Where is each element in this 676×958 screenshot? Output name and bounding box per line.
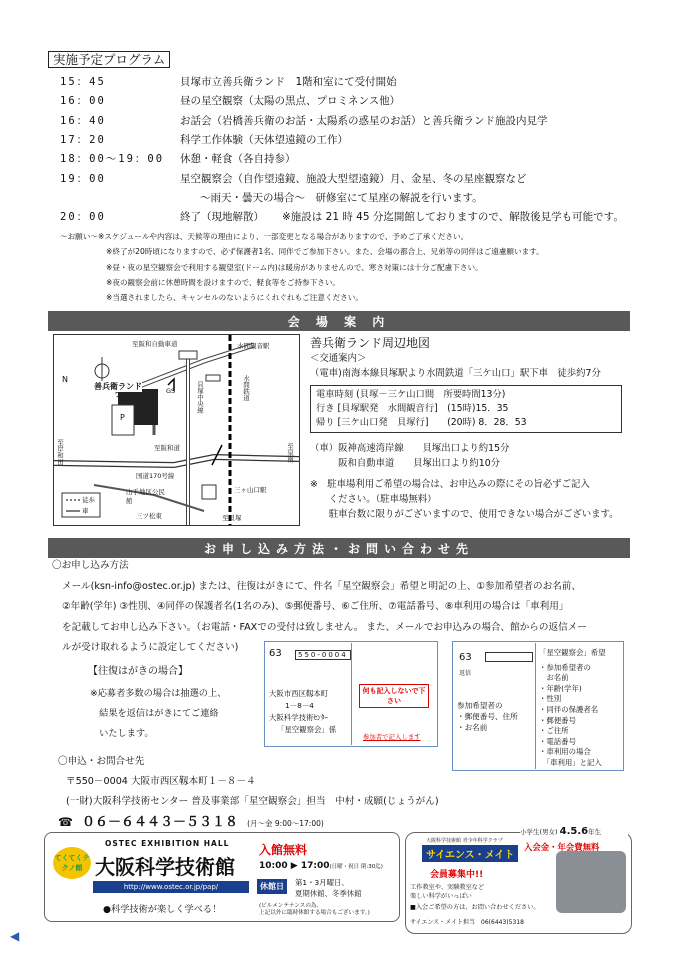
map-label: 三ヶ山口駅	[234, 486, 267, 494]
postcard-note: ※応募者多数の場合は抽選の上、	[90, 688, 227, 699]
apply-line: を記載してお申し込み下さい。（お電話・FAXでの受付は致しません。 また、メールでお申込みの場合、館からの返信メー	[62, 621, 587, 633]
program-schedule	[60, 72, 660, 226]
contact-head: 〇申込・お問合せ先	[58, 756, 145, 767]
postcard-outgoing	[264, 641, 438, 747]
parking-note: ※ 駐車場利用ご希望の場合は、お申込みの際にその旨必ずご記入	[310, 479, 590, 490]
apply-section-bar: お申し込み方法・お問い合わせ先	[48, 538, 630, 558]
train-access: （電車)南海本線貝塚駅より水間鉄道「三ケ山口」駅下車 徒歩約7分	[310, 368, 601, 379]
apply-head: 〇お申し込み方法	[52, 560, 129, 571]
map-label: GS	[166, 387, 176, 395]
parking-note: 駐車台数に限りがございますので、使用できない場合がございます。	[310, 509, 619, 520]
program-row: 18：00～19：00 休憩・軽食（各自持参）	[60, 153, 296, 166]
map-label: 至泉南	[286, 443, 294, 463]
postcard-stamp: 63	[269, 648, 282, 659]
map-label: 至岸和田	[56, 439, 64, 465]
program-title: 実施予定プログラム	[48, 51, 170, 68]
timetable-line: 行き [貝塚駅発 水間観音行] (15時)15．35	[316, 403, 509, 414]
map-label: 至阪和自動車道	[132, 340, 178, 348]
map-label: 水間観音駅	[237, 342, 270, 350]
contact-address: 〒550－0004 大阪市西区靱本町１－８－４	[66, 776, 256, 787]
postcard-red-note: 参加者で記入します	[363, 733, 421, 741]
note-item: ※終了が20時頃になりますので、必ず保護者1名、同伴でご参加下さい。また、会場の都合上、兄弟等の同伴はご遠慮願います。	[106, 247, 544, 257]
note-item: ※スケジュールや内容は、天候等の理由により、一部変更となる場合がありますので、予めご了承ください。	[97, 232, 469, 241]
postcard-zip: 550-0004	[295, 650, 351, 660]
contact-info	[58, 752, 439, 834]
museum-url[interactable]: http://www.ostec.or.jp/pap/	[93, 881, 249, 893]
club-name: サイエンス・メイト	[422, 845, 518, 862]
program-row: 16：00 昼の星空観察（太陽の黒点、プロミネンス他）	[60, 95, 401, 108]
museum-note: (ビルメンテナンスの為、 上記以外に臨時休館する場合もございます。)	[259, 903, 370, 916]
postcard-title: 【往復はがきの場合】	[88, 666, 188, 677]
arrow-left-icon[interactable]: ◀	[10, 929, 20, 943]
apply-line: メール(ksn-info@ostec.or.jp) または、往復はがきにて、件名「星空観察会」希望と明記の上、①参加希望者のお名前、	[62, 580, 581, 592]
note-item: ※夜の観察会前に休憩時間を設けますので、軽食等をご持参下さい。	[106, 277, 341, 287]
map-label: 貝塚中央線	[196, 381, 204, 414]
club-tel: サイエンス・メイト担当 06(6443)5318	[410, 919, 524, 926]
program-row: 16：40 お話会（岩橋善兵衛のお話・太陽系の惑星のお話）と善兵衛ランド施設内見学	[60, 114, 548, 127]
postcard-note: 結果を返信はがきにてご連絡	[90, 708, 219, 719]
postcard-notes	[90, 684, 226, 744]
club-text: 工作教室や、実験教室など 楽しい科学がいっぱい ■入会ご希望の方は、お問い合わせください。	[410, 884, 540, 911]
venue-section-bar: 会 場 案 内	[48, 311, 630, 331]
notes	[60, 229, 660, 305]
club-grade: 小学生(男女) 4.5.6年生	[520, 826, 628, 837]
map-label: 至阪和道	[154, 444, 180, 452]
museum-ad	[44, 832, 400, 922]
museum-free: 入館無料	[259, 843, 308, 857]
car-access: 阪和自動車道 貝塚出口より約10分	[310, 458, 501, 469]
reply-right: 「星空観察会」希望 ・参加希望者の お名前 ・年齢(学年) ・性別 ・同伴の保護者名 ・郵便番号 ・ご住所 ・電話番号 ・車利用の場合 「車利用」と記入	[539, 648, 606, 767]
timetable-box	[310, 385, 622, 433]
map-label: 車	[82, 507, 89, 515]
museum-name: 大阪科学技術館	[95, 855, 235, 879]
contact-tel: ０６－６４４３－５３１８	[82, 815, 239, 830]
program-row: 15：45 貝塚市立善兵衛ランド 1階和室にて受付開始	[60, 76, 397, 89]
contact-hours: (月～金 9:00～17:00)	[247, 819, 324, 828]
club-fee: 入会金・年会費無料	[524, 842, 600, 852]
area-map	[53, 334, 300, 526]
car-access: （車）阪神高速湾岸線 貝塚出口より約15分	[310, 443, 510, 454]
apply-line: ②年齢(学年) ③性別、④同伴の保護者名(1名のみ)、⑤郵便番号、⑥ご住所、⑦電話番号、⑧車利用の場合は「車利用」	[62, 601, 569, 612]
museum-slogan: ●科学技術が楽しく学べる！	[103, 904, 222, 915]
museum-subtitle: OSTEC EXHIBITION HALL	[105, 839, 230, 848]
map-label: P	[120, 413, 125, 422]
postcard-reply	[452, 641, 624, 771]
venue-info	[310, 336, 640, 522]
reply-left: 参加希望者の ・郵便番号、住所 ・お名前	[457, 701, 518, 732]
museum-closed-label: 休館日	[257, 879, 287, 894]
program-row: 17：20 科学工作体験（天体望遠鏡の工作）	[60, 134, 348, 147]
museum-closed: 第1・3月曜日、 夏期休館、冬季休館	[295, 878, 362, 898]
postcard-address: 大阪市西区靱本町 1－8－4 大阪科学技術ｾﾝﾀｰ 「星空観察会」係	[269, 689, 337, 734]
contact-org: (一財)大阪科学技術センター 普及事業部「星空観察会」担当 中村・成願(じょうがん)	[66, 796, 439, 807]
postcard-note: いたします。	[90, 728, 154, 739]
map-label: 徒歩	[82, 496, 95, 504]
club-photo	[556, 851, 626, 913]
parking-note: ください。（駐車場無料）	[310, 494, 437, 505]
map-heading: 善兵衛ランド周辺地図	[310, 336, 431, 350]
map-label: 善兵衛ランド	[94, 382, 142, 391]
program-row: ～雨天・曇天の場合～ 研修室にて星座の解説を行います。	[200, 191, 483, 204]
map-label: 山手地区公民館	[126, 488, 165, 505]
program-row: 19：00 星空観察会（自作望遠鏡、施設大型望遠鏡）月、金星、冬の星座観察など	[60, 172, 527, 185]
map-label: 国道170号線	[136, 472, 175, 480]
timetable-line: 帰り [三ケ山口発 貝塚行] (20時) 8．28．53	[316, 417, 527, 428]
map-label: 至貝塚	[222, 514, 242, 522]
phone-icon: ☎	[58, 815, 73, 829]
club-small: 大阪科学技術館 青少年科学クラブ	[426, 838, 503, 844]
postcard-label: 返信	[459, 670, 472, 677]
map-label: N	[62, 375, 68, 384]
traffic-head: ＜交通案内＞	[310, 353, 367, 364]
postcard-red-note: 何も記入しないで下さい	[359, 684, 429, 708]
timetable-line: 電車時刻 (貝塚－三ケ山口間 所要時間13分)	[316, 389, 506, 400]
note-item: ※当選されましたら、キャンセルのないようにくれぐれもご注意ください。	[106, 293, 363, 303]
museum-hours: 10:00 ▶ 17:00(日曜・祝日 閉:30迄)	[259, 861, 383, 871]
museum-badge: てくてくテクノ館	[53, 847, 91, 879]
apply-line: ルが受け取れるように設定してください)	[62, 642, 239, 653]
club-recruit: 会員募集中!!	[430, 870, 484, 880]
map-label: 三ツ松東	[136, 512, 162, 520]
map-label: 水間鉄道	[242, 375, 250, 401]
program-row: 20：00 終了（現地解散） ※施設は 21 時 45 分迄開館しておりますので、解散後見学も可能です。	[60, 211, 624, 224]
notes-lead: ～お願い～	[60, 232, 98, 241]
note-item: ※昼・夜の星空観察会で利用する観望室(ドーム内)は暖房がありませんので、寒さ対策には十分ご配慮下さい。	[106, 262, 483, 272]
postcard-stamp: 63	[459, 652, 472, 663]
